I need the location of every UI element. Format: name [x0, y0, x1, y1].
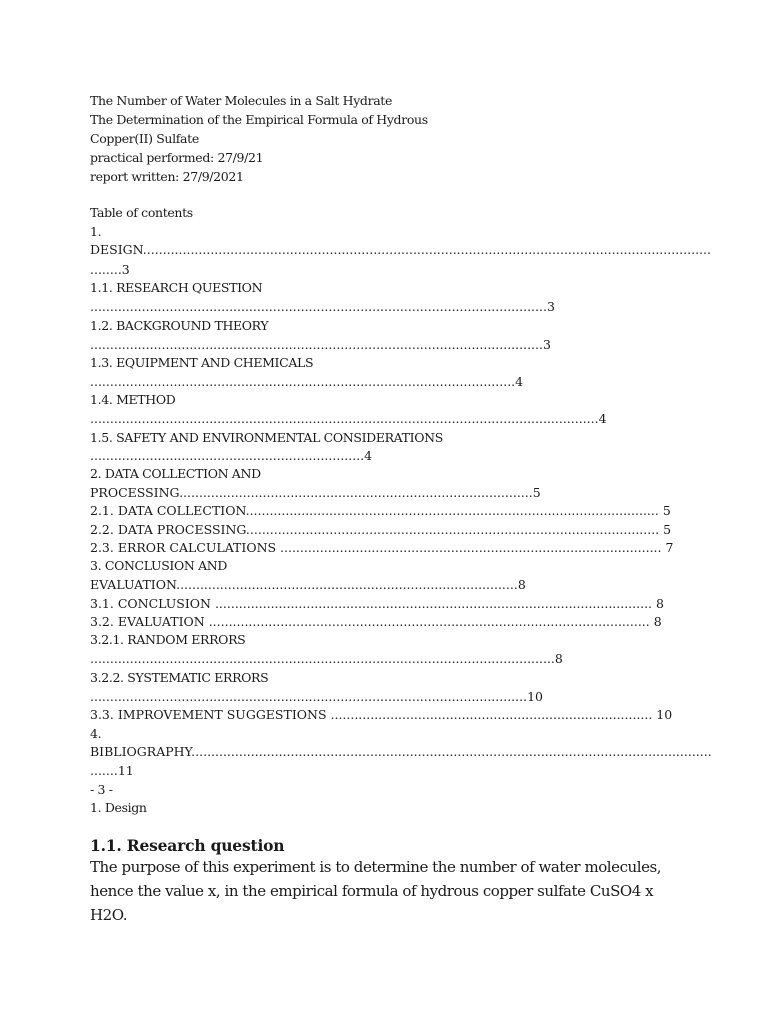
toc-line: ................................................................................................................................4: [90, 411, 607, 426]
toc-line: 3.2.2. SYSTEMATIC ERRORS: [90, 670, 269, 685]
section-label: 1. Design: [90, 800, 147, 815]
toc-line: .....................................................................4: [90, 448, 373, 463]
toc-line: ...................................................................................................................3: [90, 299, 555, 314]
toc-line: EVALUATION......................................................................................8: [90, 577, 526, 592]
title-line-2: The Determination of the Empirical Formula of Hydrous: [90, 112, 428, 127]
toc-line: 1.5. SAFETY AND ENVIRONMENTAL CONSIDERATIONS: [90, 430, 443, 445]
toc-line: BIBLIOGRAPHY...................................................................................................................................: [90, 744, 712, 759]
toc-line: 4.: [90, 726, 102, 741]
toc-line: 3. CONCLUSION AND: [90, 558, 228, 573]
toc-line: 2.2. DATA PROCESSING........................................................................................................ 5: [90, 522, 672, 537]
practical-date: practical performed: 27/9/21: [90, 150, 264, 165]
toc-line: 1.3. EQUIPMENT AND CHEMICALS: [90, 355, 314, 370]
toc-line: 3.3. IMPROVEMENT SUGGESTIONS ................................................................................. 10: [90, 707, 673, 722]
body-paragraph-line: H2O.: [90, 906, 128, 924]
toc-line: 2.1. DATA COLLECTION........................................................................................................ 5: [90, 503, 671, 518]
body-paragraph-line: The purpose of this experiment is to determine the number of water molecules,: [90, 858, 662, 876]
toc-line: 2.3. ERROR CALCULATIONS ................................................................................................ 7: [90, 540, 674, 555]
toc-line: ..................................................................................................................3: [90, 337, 551, 352]
toc-line: .......11: [90, 763, 134, 778]
toc-line: 1.: [90, 224, 102, 239]
toc-line: DESIGN...............................................................................................................................................: [90, 242, 711, 257]
section-heading: 1.1. Research question: [90, 836, 285, 855]
toc-line: ........3: [90, 262, 130, 277]
title-line-3: Copper(II) Sulfate: [90, 131, 199, 146]
page-number-marker: - 3 -: [90, 782, 113, 797]
toc-line: 1.2. BACKGROUND THEORY: [90, 318, 269, 333]
toc-line: 2. DATA COLLECTION AND: [90, 466, 261, 481]
toc-line: ...........................................................................................................4: [90, 374, 524, 389]
toc-line: 3.1. CONCLUSION .............................................................................................................. 8: [90, 596, 664, 611]
toc-line: 3.2.1. RANDOM ERRORS: [90, 632, 246, 647]
toc-line: 1.4. METHOD: [90, 392, 176, 407]
toc-line: PROCESSING.........................................................................................5: [90, 485, 541, 500]
toc-title: Table of contents: [90, 205, 193, 220]
toc-line: ..............................................................................................................10: [90, 689, 543, 704]
body-paragraph-line: hence the value x, in the empirical formula of hydrous copper sulfate CuSO4 x: [90, 882, 654, 900]
report-date: report written: 27/9/2021: [90, 169, 244, 184]
toc-line: 1.1. RESEARCH QUESTION: [90, 280, 263, 295]
title-line-1: The Number of Water Molecules in a Salt Hydrate: [90, 93, 393, 108]
toc-line: .....................................................................................................................8: [90, 651, 563, 666]
toc-line: 3.2. EVALUATION ............................................................................................................... 8: [90, 614, 662, 629]
